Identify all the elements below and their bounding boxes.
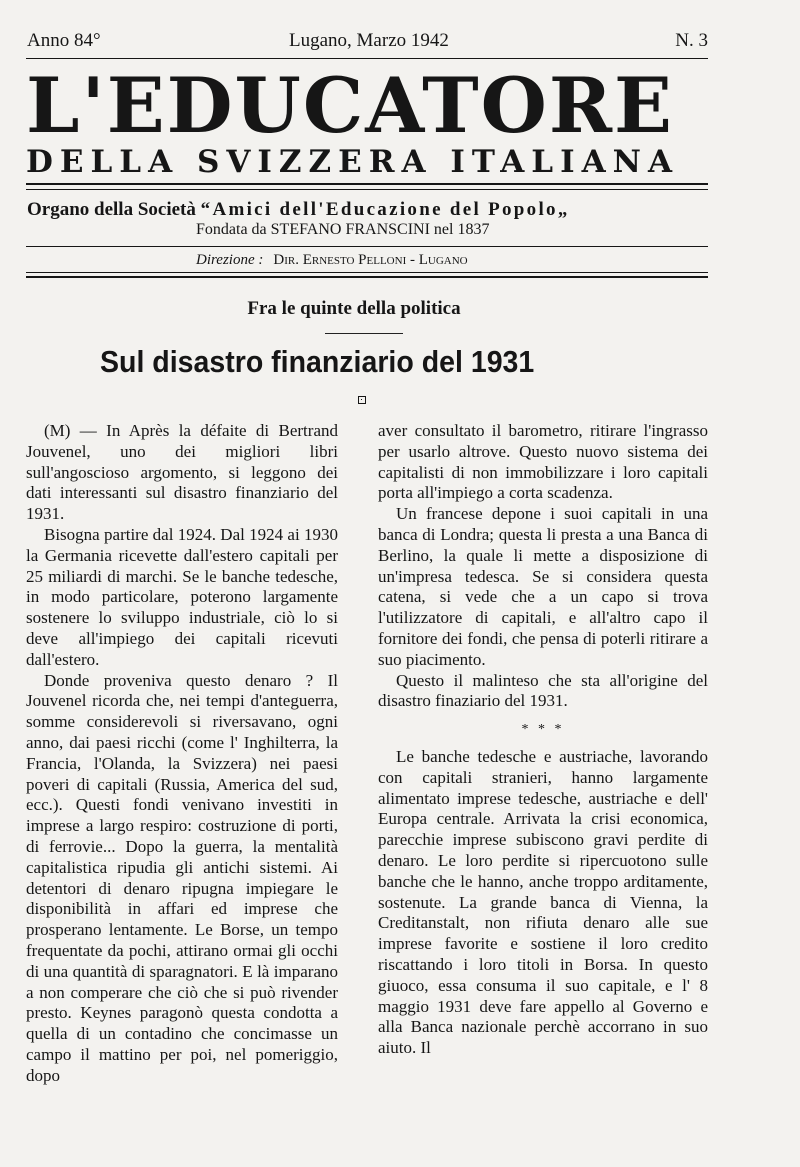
article-column-right [378, 421, 708, 1059]
ornament-icon [358, 396, 366, 404]
issue-number: N. 3 [675, 30, 708, 51]
header-bottom-rule-thin [26, 272, 708, 273]
masthead-rule-thin [26, 189, 708, 190]
founded-rule [26, 246, 708, 247]
masthead-rule-thick [26, 183, 708, 185]
article-kicker: Fra le quinte della politica [247, 298, 461, 319]
paragraph: Un francese depone i suoi capitali in una banca di Londra; questa li presta a una Banca di Berlino, la quale li mette a disposizione di un'impresa tedesca. Se si considera questa catena, si vede che a un capo si trova l'utilizzatore di capitali, e all'altro capo il fornitore dei fondi, che pensa di poterli ritirare a suo piacimento. [378, 504, 708, 669]
direction-label: Direzione : [196, 252, 264, 268]
founded-line: Fondata da STEFANO FRANSCINI nel 1837 [196, 221, 490, 238]
paragraph: Le banche tedesche e austriache, lavorando con capitali stranieri, hanno largamente alimentato imprese tedesche, austriache e dell' Europa centrale. Arrivata la crisi economica, parecchie imprese subiscono gravi perdite di denaro. Le loro perdite si ripercuotono sulle banche che le hanno, anche troppo arditamente, sostenute. La grande banca di Vienna, la Creditanstalt, non rifiuta denaro alle sue imprese favorite e sostiene il loro credito riscattando i loro titoli in Borsa. In questo giuoco, essa consuma il suo capitale, e l' 8 maggio 1931 deve fare appello al Governo e alla Banca nazionale perchè accorrano in suo aiuto. Il [378, 746, 708, 1058]
organ-line [27, 199, 717, 221]
paragraph: Donde proveniva questo denaro ? Il Jouvenel ricorda che, nei tempi d'anteguerra, somme considerevoli si riversavano, ogni anno, dai paesi ricchi (come l' Inghilterra, la Francia, l'Olanda, la Svizzera) nei paesi poveri di capitali (Russia, America del sud, ecc.). Questi fondi venivano investiti in imprese a largo respiro: costruzione di porti, di ferrovie... Dopo la guerra, la mentalità capitalistica ripudia gli antichi sistemi. Ai detentori di denaro ripugna impiegare le disponibilità in affari ed imprese che prosperano lentamente. Le Borse, un tempo frequentate da pochi, attirano ormai gli occhi di una quantità di sparagnatori. E là imparano a non comperare che ciò che si può rivender presto. Keynes paragonò questa condotta a quella di un contadino che concimasse un campo il mattino per poi, nel pomeriggio, dopo [26, 670, 338, 1085]
paragraph: Bisogna partire dal 1924. Dal 1924 ai 1930 la Germania ricevette dall'estero capitali per 25 miliardi di marchi. Se le banche tedesche, in modo particolare, poterono largamente sostenere lo sviluppo industriale, ciò lo si deve all'impiego dei capitali ricevuti dall'estero. [26, 524, 338, 669]
paragraph: Questo il malinteso che sta all'origine del disastro finaziario del 1931. [378, 670, 708, 711]
kicker-rule [325, 333, 403, 334]
article-title: Sul disastro finanziario del 1931 [100, 344, 535, 379]
issue-date: Lugano, Marzo 1942 [289, 30, 449, 51]
issue-header [27, 30, 708, 52]
direction-value: Dir. Ernesto Pelloni - Lugano [273, 252, 468, 268]
header-bottom-rule-thick [26, 276, 708, 278]
masthead-subtitle: DELLA SVIZZERA ITALIANA [26, 144, 680, 180]
organ-society-name: “Amici dell'Educazione del Popolo„ [200, 199, 570, 220]
masthead-title: L'EDUCATORE [26, 61, 674, 150]
direction-line [196, 252, 468, 269]
paragraph: (M) — In Après la défaite di Bertrand Jouvenel, uno dei migliori libri sull'angoscioso argomento, si leggono dei dati interessanti sul disastro finanziario del 1931. [26, 421, 338, 524]
paragraph: aver consultato il barometro, ritirare l'ingrasso per usarlo altrove. Questo nuovo sistema dei capitalisti di non immobilizzare i loro capitali porta all'impiego a corta scadenza. [378, 421, 708, 503]
top-rule [26, 58, 708, 59]
section-separator: * * * [521, 722, 565, 738]
organ-society: Organo della Società [27, 199, 201, 220]
article-column-left [26, 421, 338, 1087]
issue-year: Anno 84° [27, 30, 101, 51]
